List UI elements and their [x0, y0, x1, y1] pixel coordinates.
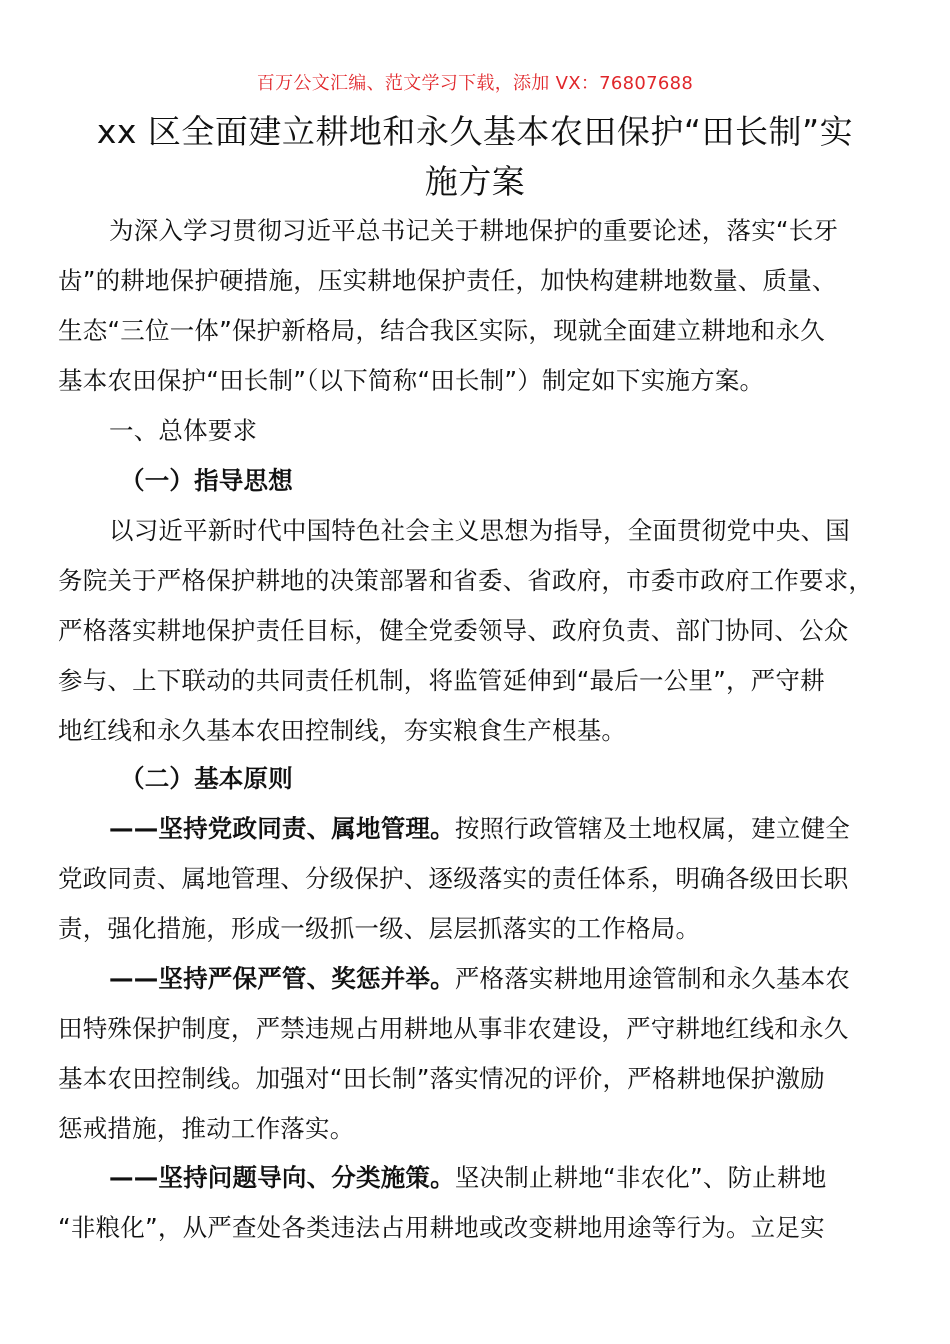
line-text: 生态“三位一体”保护新格局，结合我区实际，现就全面建立耕地和永久 — [58, 316, 825, 345]
line-text: 严格落实耕地保护责任目标，健全党委领导、政府负责、部门协同、公众 — [58, 616, 849, 645]
paragraph-line — [58, 1114, 918, 1144]
bold-heading-text: （二）基本原则 — [120, 764, 293, 793]
line-text: 田特殊保护制度，严禁违规占用耕地从事非农建设，严守耕地红线和永久 — [58, 1014, 849, 1043]
paragraph-line — [58, 666, 918, 696]
document-title-line-1: xx 区全面建立耕地和永久基本农田保护“田长制”实 — [96, 112, 854, 151]
line-text: 责，强化措施，形成一级抓一级、层层抓落实的工作格局。 — [58, 914, 701, 943]
paragraph-line — [58, 914, 918, 944]
paragraph-line — [58, 616, 918, 646]
paragraph-line — [58, 316, 918, 346]
line-text: 以习近平新时代中国特色社会主义思想为指导，全面贯彻党中央、国 — [109, 516, 850, 545]
line-text: 为深入学习贯彻习近平总书记关于耕地保护的重要论述，落实“长牙 — [109, 216, 839, 245]
paragraph-line — [58, 216, 950, 246]
paragraph-line — [58, 716, 918, 746]
paragraph-line — [58, 416, 950, 446]
paragraph-line — [58, 764, 950, 794]
paragraph-line — [58, 1163, 950, 1193]
line-text: 惩戒措施，推动工作落实。 — [58, 1114, 355, 1143]
bold-heading-text: （一）指导思想 — [120, 466, 293, 495]
paragraph-line — [58, 964, 950, 994]
line-text: 一、总体要求 — [109, 416, 258, 445]
line-text: 严格落实耕地用途管制和永久基本农 — [454, 964, 851, 993]
paragraph-line — [58, 1213, 918, 1243]
document-title-line-2: 施方案 — [424, 162, 526, 201]
bold-heading-text: ——坚持严保严管、奖惩并举。 — [109, 964, 455, 993]
paragraph-line — [58, 466, 950, 496]
paragraph-line — [58, 266, 918, 296]
paragraph-line — [58, 566, 918, 596]
line-text: 坚决制止耕地“非农化”、防止耕地 — [454, 1163, 827, 1192]
watermark-contact: 百万公文汇编、范文学习下载，添加 VX：76807688 — [256, 73, 694, 94]
paragraph-line — [58, 814, 950, 844]
line-text: 基本农田控制线。加强对“田长制”落实情况的评价，严格耕地保护激励 — [58, 1064, 825, 1093]
line-text: 务院关于严格保护耕地的决策部署和省委、省政府，市委市政府工作要求， — [58, 566, 874, 595]
bold-heading-text: ——坚持问题导向、分类施策。 — [109, 1163, 455, 1192]
paragraph-line — [58, 1064, 918, 1094]
paragraph-line — [58, 516, 950, 546]
line-text: 党政同责、属地管理、分级保护、逐级落实的责任体系，明确各级田长职 — [58, 864, 849, 893]
line-text: “非粮化”，从严查处各类违法占用耕地或改变耕地用途等行为。立足实 — [58, 1213, 825, 1242]
line-text: 基本农田保护“田长制”（以下简称“田长制”）制定如下实施方案。 — [58, 366, 765, 395]
bold-heading-text: ——坚持党政同责、属地管理。 — [109, 814, 455, 843]
paragraph-line — [58, 864, 918, 894]
paragraph-line — [58, 366, 918, 396]
line-text: 地红线和永久基本农田控制线，夯实粮食生产根基。 — [58, 716, 627, 745]
line-text: 参与、上下联动的共同责任机制，将监管延伸到“最后一公里”，严守耕 — [58, 666, 825, 695]
paragraph-line — [58, 1014, 918, 1044]
line-text: 按照行政管辖及土地权属，建立健全 — [454, 814, 851, 843]
line-text: 齿”的耕地保护硬措施，压实耕地保护责任，加快构建耕地数量、质量、 — [58, 266, 837, 295]
